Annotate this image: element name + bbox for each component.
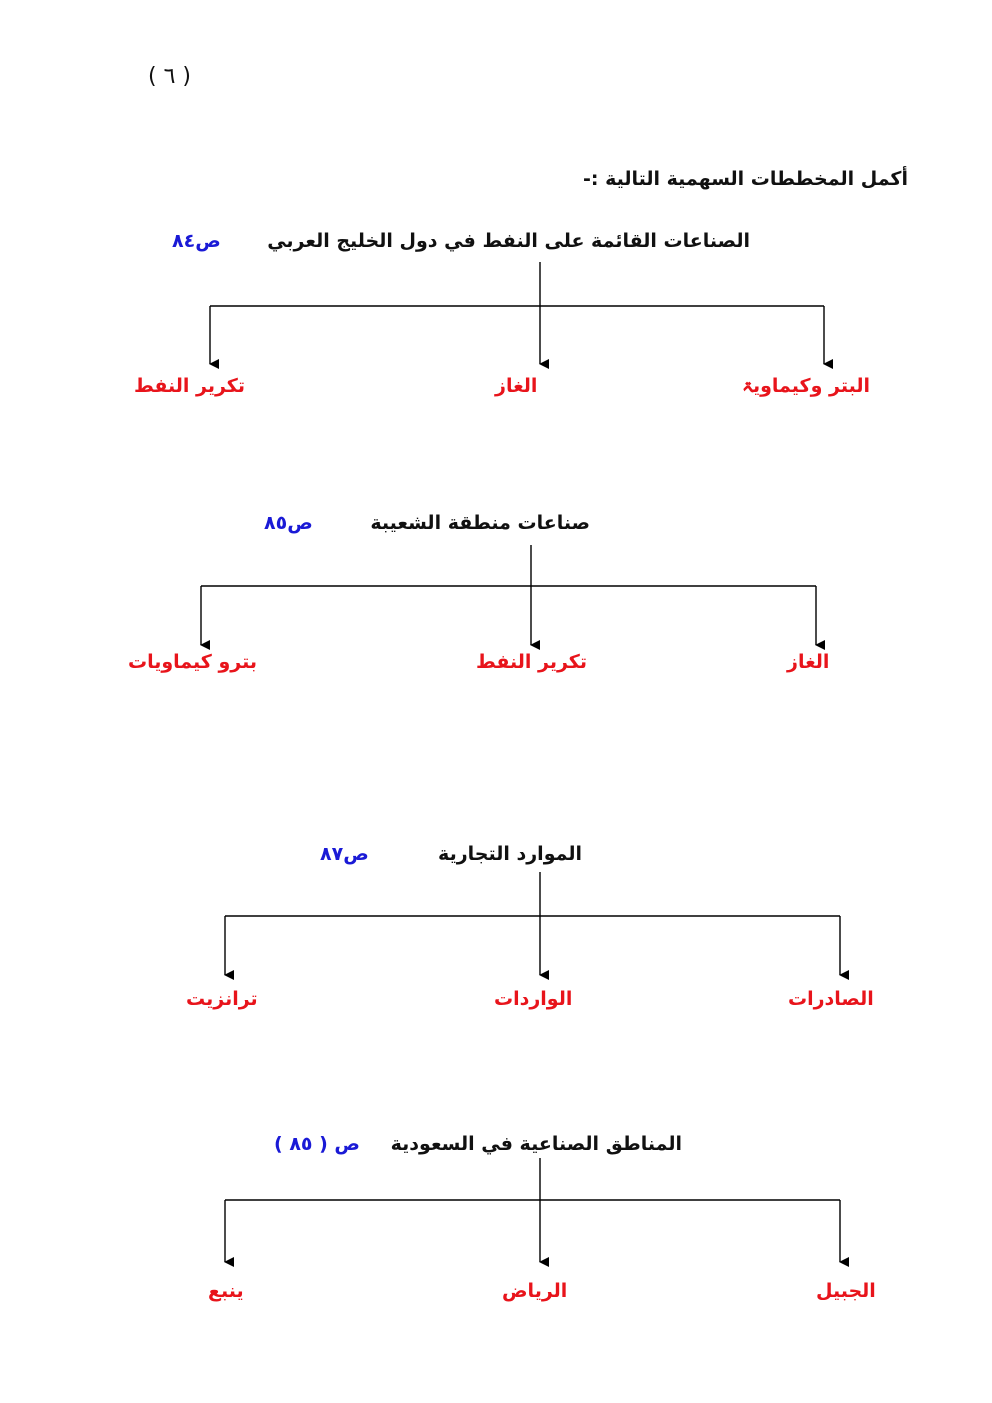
diagram-1-connector [210,262,824,364]
diagram-3-title: الموارد التجارية [438,843,582,865]
diagram-3-item-right: الصادرات [788,988,874,1010]
diagram-1-page-ref: ص٨٤ [172,230,221,252]
diagram-1-title: الصناعات القائمة على النفط في دول الخليج العربي [267,230,750,252]
diagram-3-item-center: الواردات [494,988,573,1010]
diagram-2-item-left: بترو كيماويات [128,651,257,673]
diagram-2-item-center: تكرير النفط [476,651,587,673]
diagram-2-title: صناعات منطقة الشعيبة [370,512,590,534]
diagram-4-connector [225,1158,840,1262]
page-number: ( ٦ ) [148,64,191,89]
diagram-2-page-ref: ص٨٥ [264,512,313,534]
diagram-4-item-left: ينبع [208,1280,244,1302]
diagram-2-item-right: الغاز [787,651,830,673]
diagram-3-connector [225,872,840,975]
diagram-4-page-ref: ص ( ٨٥ ) [274,1133,360,1155]
diagram-1-item-right: البتر وكيماويۃ [741,375,870,397]
diagram-1-item-center: الغاز [495,375,538,397]
instruction-text: أكمل المخططات السهمية التالية :- [582,168,908,190]
diagram-4-title: المناطق الصناعية في السعودية [390,1133,682,1155]
diagram-1-item-left: تكرير النفط [134,375,245,397]
diagram-3-item-left: ترانزيت [186,988,258,1010]
diagram-4-item-center: الرياض [502,1280,568,1302]
diagram-4-item-right: الجبيل [816,1280,876,1302]
diagram-2-connector [201,545,816,645]
diagram-3-page-ref: ص٨٧ [320,843,369,865]
